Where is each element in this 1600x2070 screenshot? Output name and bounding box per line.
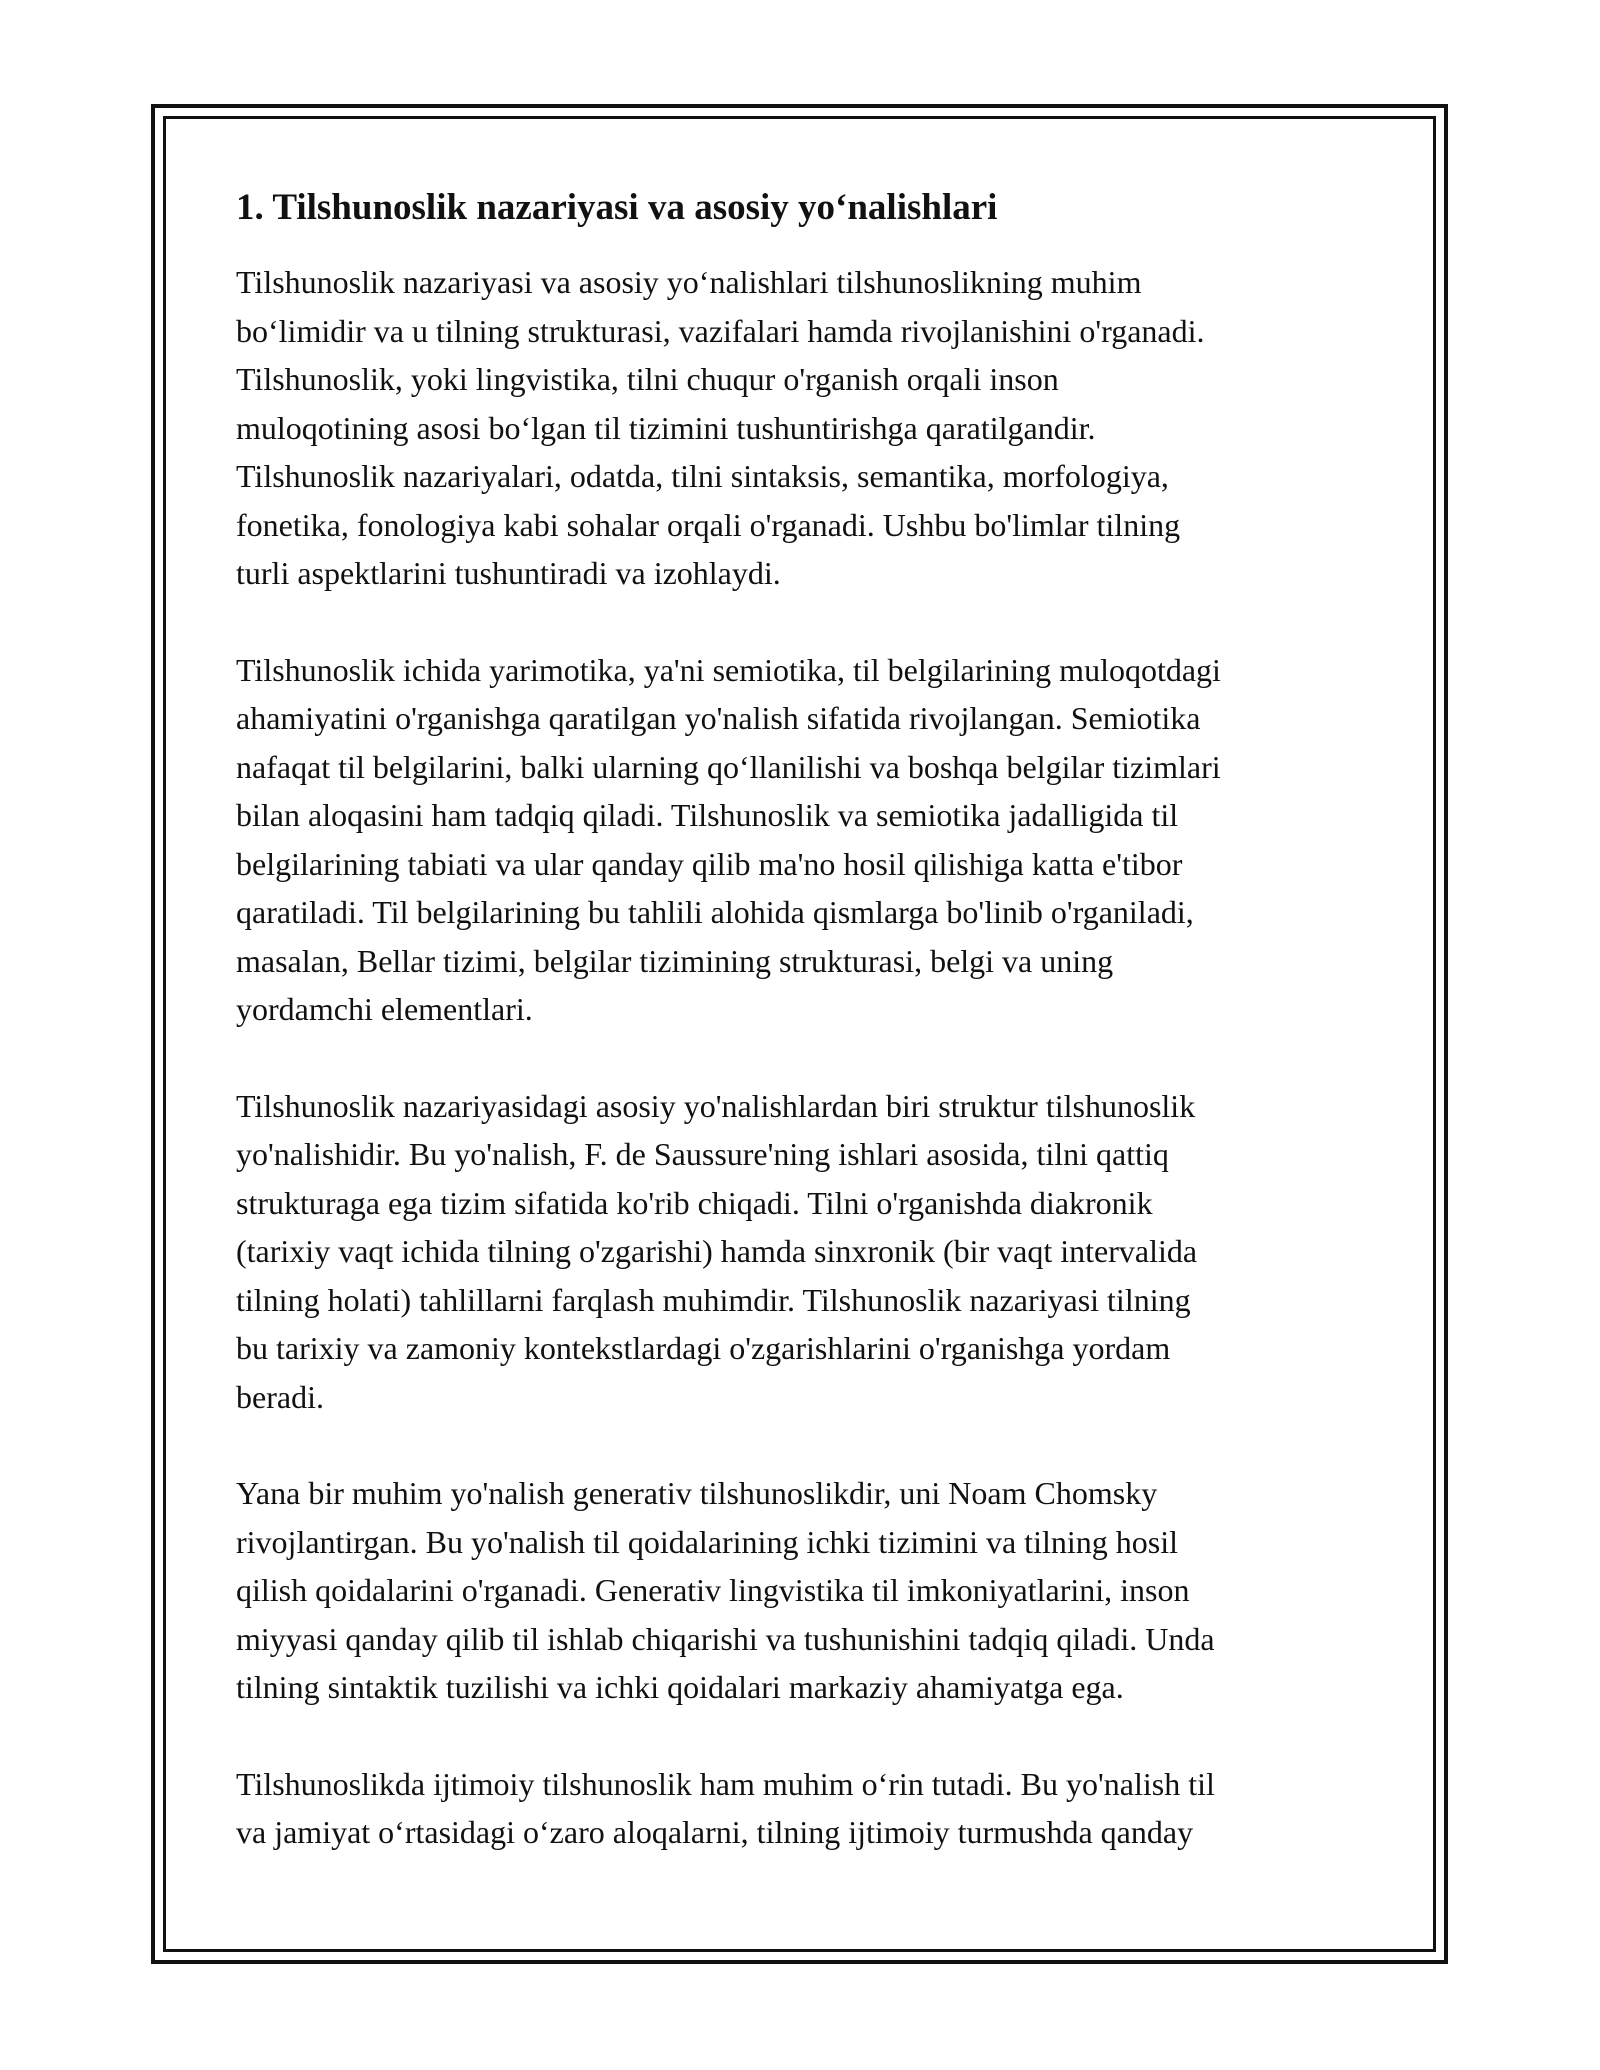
paragraph-5: Tilshunoslikda ijtimoiy tilshunoslik ham muhim o‘rin tutadi. Bu yo'nalish til va jamiyat o‘rtasidagi o‘zaro aloqalarni, tilning ijtimoiy turmushda qanday — [236, 1765, 1215, 1851]
paragraph-4: Yana bir muhim yo'nalish generativ tilshunoslikdir, uni Noam Chomsky rivojlantirgan. Bu yo'nalish til qoidalarining ichki tizimini va tilning hosil qilish qoidalarini o'rganadi. Generativ lingvistika til imkoniyatlarini, inson miyyasi qanday qilib til ishlab chiqarishi va tushunishini tadqiq qiladi. Unda tilning sintaktik tuzilishi va ichki qoidalari markaziy ahamiyatga ega. — [236, 1475, 1215, 1706]
paragraph-2: Tilshunoslik ichida yarimotika, ya'ni semiotika, til belgilarining muloqotdagi ahamiyatini o'rganishga qaratilgan yo'nalish sifatida rivojlangan. Semiotika nafaqat til belgilarini, balki ularning qo‘llanilishi va boshqa belgilar tizimlari bilan aloqasini ham tadqiq qiladi. Tilshunoslik va semiotika jadalligida til belgilarining tabiati va ular qanday qilib ma'no hosil qilishiga katta e'tibor qaratiladi. Til belgilarining bu tahlili alohida qismlarga bo'linib o'rganiladi, masalan, Bellar tizimi, belgilar tizimining strukturasi, belgi va uning yordamchi elementlari. — [236, 651, 1221, 1028]
paragraph-1: Tilshunoslik nazariyasi va asosiy yo‘nalishlari tilshunoslikning muhim bo‘limidir va u tilning strukturasi, vazifalari hamda rivojlanishini o'rganadi. Tilshunoslik, yoki lingvistika, tilni chuqur o'rganish orqali inson muloqotining asosi bo‘lgan til tizimini tushuntirishga qaratilgandir. Tilshunoslik nazariyalari, odatda, tilni sintaksis, semantika, morfologiya, fonetika, fonologiya kabi sohalar orqali o'rganadi. Ushbu bo'limlar tilning turli aspektlarini tushuntiradi va izohlaydi. — [236, 264, 1205, 592]
paragraph-3: Tilshunoslik nazariyasidagi asosiy yo'nalishlardan biri struktur tilshunoslik yo'nalishidir. Bu yo'nalish, F. de Saussure'ning ishlari asosida, tilni qattiq strukturaga ega tizim sifatida ko'rib chiqadi. Tilni o'rganishda diakronik (tarixiy vaqt ichida tilning o'zgarishi) hamda sinxronik (bir vaqt intervalida tilning holati) tahlillarni farqlash muhimdir. Tilshunoslik nazariyasi tilning bu tarixiy va zamoniy kontekstlardagi o'zgarishlarini o'rganishga yordam beradi. — [236, 1087, 1198, 1415]
section-heading: 1. Tilshunoslik nazariyasi va asosiy yo‘nalishlari — [236, 187, 998, 228]
document-body — [236, 186, 1376, 1905]
